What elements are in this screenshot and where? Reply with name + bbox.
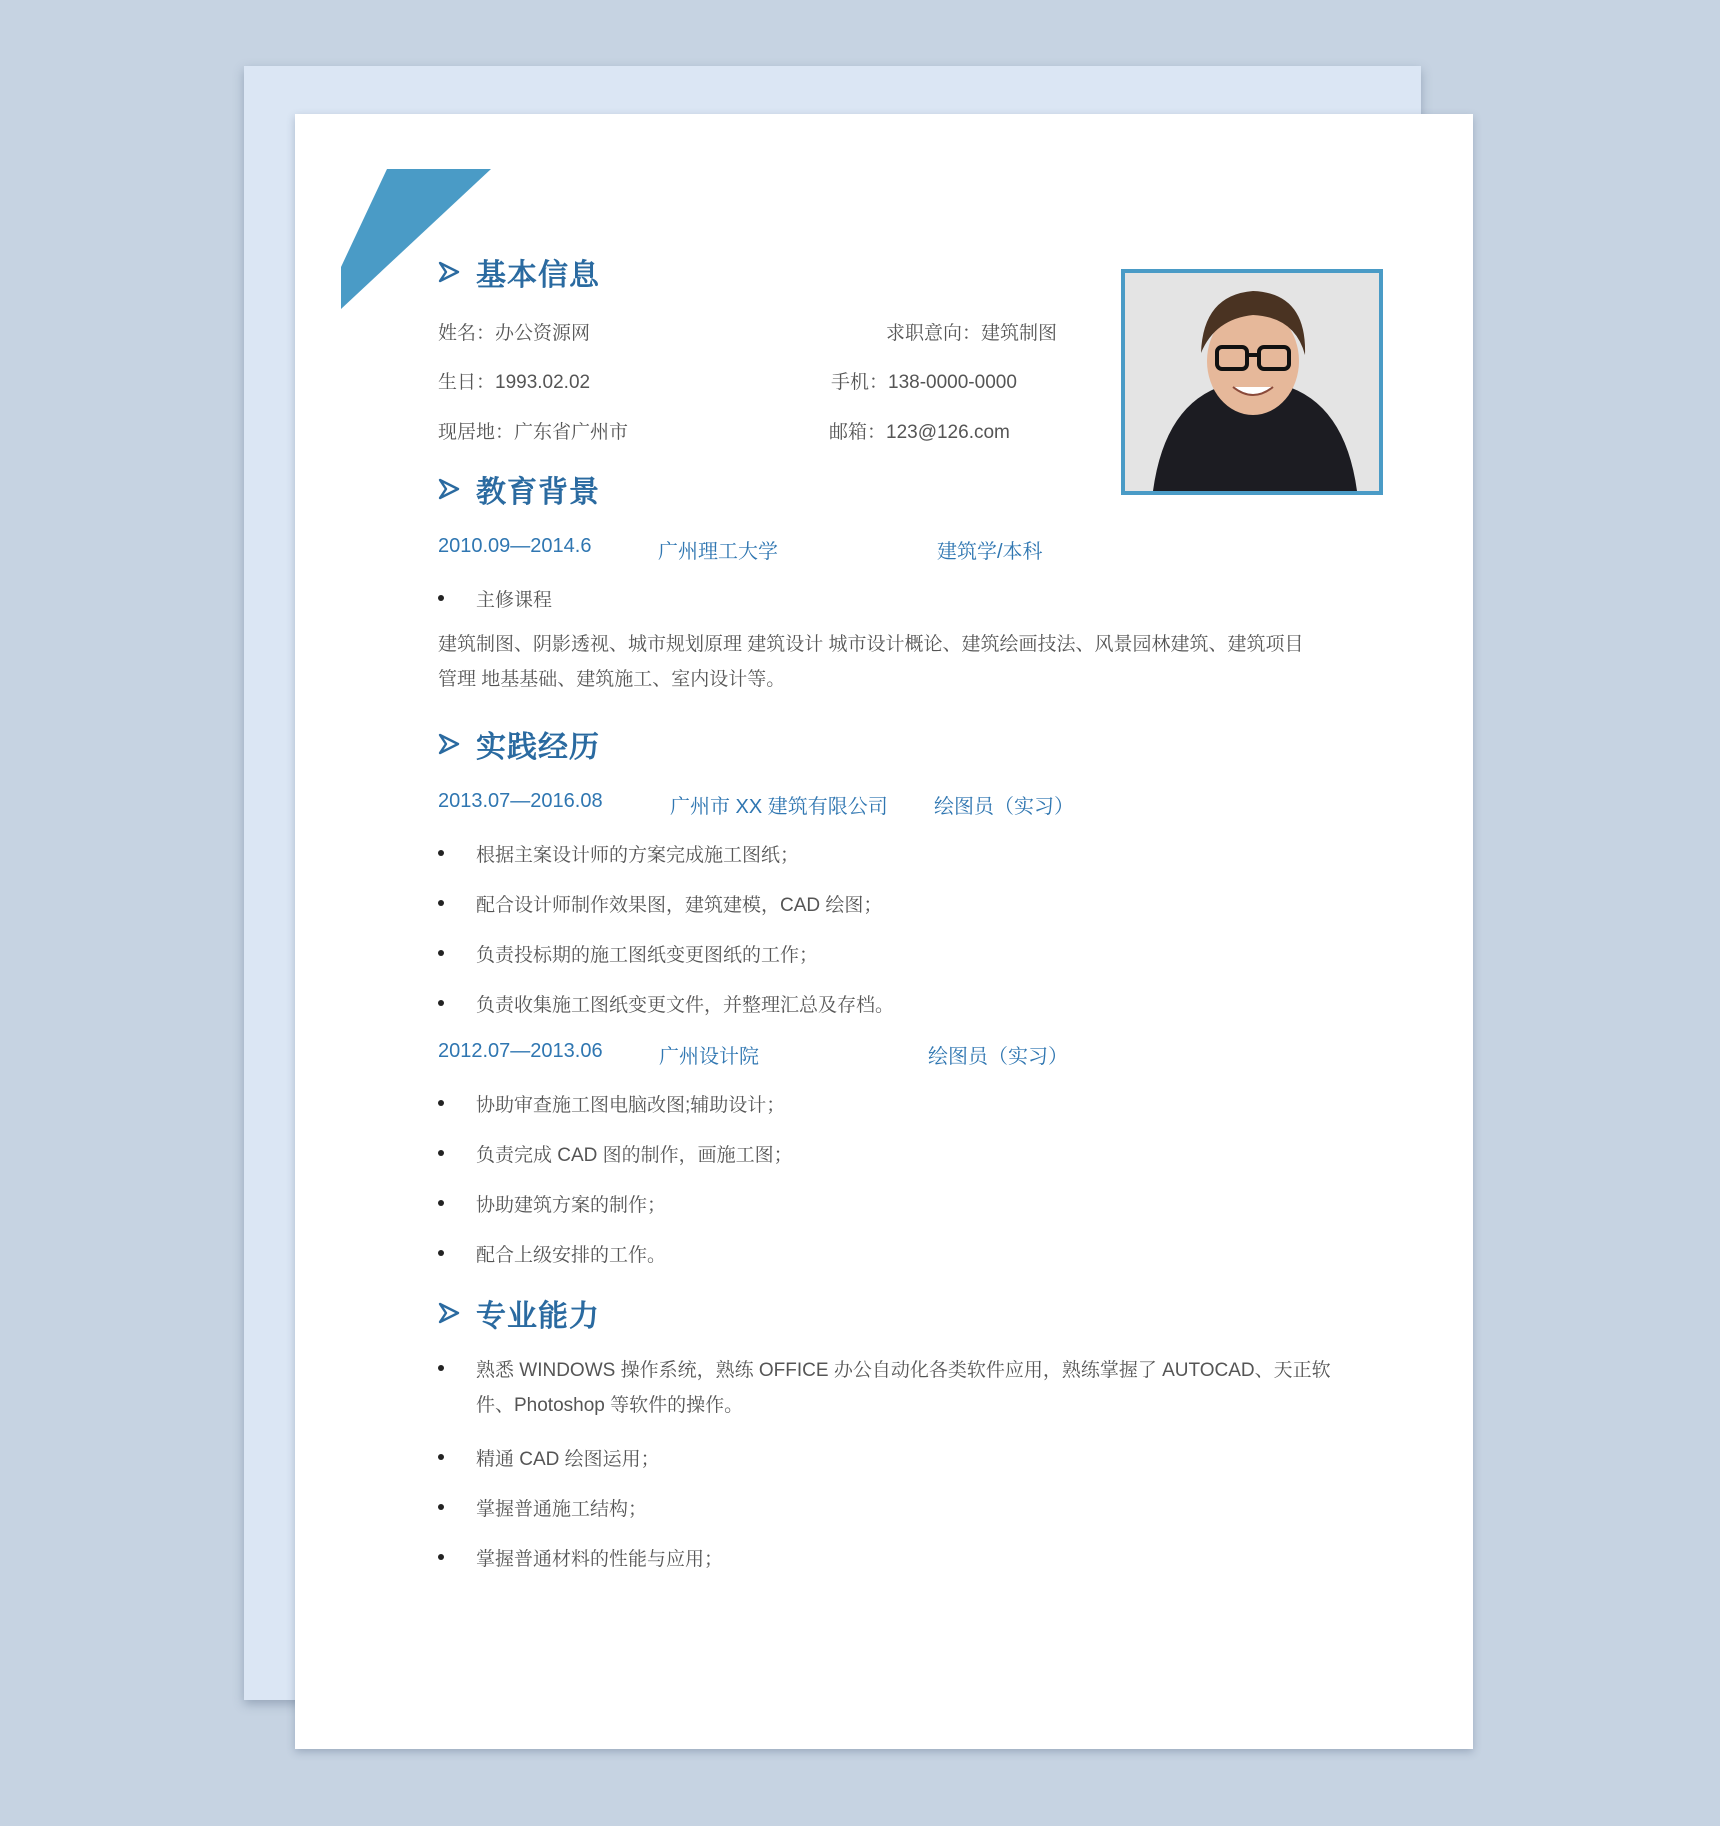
- bullet-icon: [438, 850, 444, 856]
- arrow-icon: [438, 1302, 460, 1324]
- section-title-practice: [438, 722, 600, 766]
- section-title-education: [438, 467, 600, 511]
- job-role: 绘图员（实习）: [928, 1046, 1068, 1068]
- birth-field: 生日：1993.02.02: [438, 372, 591, 393]
- bullet-icon: [438, 595, 444, 601]
- job-period: 2013.07—2016.08: [438, 790, 603, 812]
- bullet-icon: [438, 1150, 444, 1156]
- bullet-icon: [438, 1454, 444, 1460]
- job-company: 广州设计院: [659, 1046, 759, 1068]
- section-title-text: 基本信息: [476, 259, 600, 292]
- section-title-basic: [438, 250, 600, 294]
- courses-text: [438, 627, 1338, 697]
- bullet-icon: [438, 1200, 444, 1206]
- section-title-skills: [438, 1291, 600, 1335]
- job-role: 绘图员（实习）: [934, 796, 1074, 818]
- bullet-icon: [438, 1504, 444, 1510]
- section-title-text: 专业能力: [476, 1300, 600, 1333]
- section-title-text: 实践经历: [476, 731, 600, 764]
- bullet-icon: [438, 950, 444, 956]
- bullet-icon: [438, 1100, 444, 1106]
- bullet-icon: [438, 1250, 444, 1256]
- courses-line: 管理 地基基础、建筑施工、室内设计等。: [438, 669, 786, 690]
- phone-field: 手机：138-0000-0000: [831, 372, 1017, 393]
- email-field: 邮箱：123@126.com: [829, 422, 1010, 443]
- arrow-icon: [438, 261, 460, 283]
- arrow-icon: [438, 733, 460, 755]
- profile-photo: [1121, 269, 1383, 495]
- address-field: 现居地：广东省广州市: [438, 422, 629, 443]
- job-intent-field: 求职意向：建筑制图: [886, 323, 1058, 344]
- education-period: 2010.09—2014.6: [438, 535, 592, 557]
- section-title-text: 教育背景: [476, 476, 600, 509]
- resume-page: 基本信息 姓名：办公资源网 求职意向：建筑制图 生日：1993.02.02 手机：138-0000-0000 现居地：广东省广州市 邮箱：123@126.com 教育背景 2010.09—2014.6 广州理工大学 建筑学/本科 主修课程 建筑制图、阴影透视、城市规划原理 建筑设计 城市设计概论、建筑绘画技法、风景园林建筑、建筑项目 管理 地基基础、建筑施工、室内设计等。 实践经历 2013.07—2016.08 广州市 XX 建筑有限公司 绘图员（实习） 根据主案设计师的方案完成施工图纸； 配合设计师制作效果图，建筑建模，CAD 绘图； 负责投标期的施工图纸变更图纸的工作； 负责收集施工图纸变更文件，并整理汇总及存档。 2012.07—2013.06 广州设计院 绘图员（实习） 协助审查施工图电脑改图;辅助设计； 负责完成 CAD 图的制作，画施工图； 协助建筑方案的制作； 配合上级安排的工作。 专业能力 熟悉 WINDOWS 操作系统，熟练 OFFICE 办公自动化各类软件应用，熟练掌握了 AUTOCAD、天正软件、Photoshop 等软件的操作。 精通 CAD 绘图运用； 掌握普通施工结构； 掌握普通材料的性能与应用；: [295, 114, 1473, 1749]
- bullet-icon: [438, 1000, 444, 1006]
- job-period: 2012.07—2013.06: [438, 1040, 603, 1062]
- bullet-icon: [438, 1365, 444, 1371]
- bullet-icon: [438, 900, 444, 906]
- courses-line: 建筑制图、阴影透视、城市规划原理 建筑设计 城市设计概论、建筑绘画技法、风景园林建筑、建筑项目: [438, 634, 1304, 655]
- education-major: 建筑学/本科: [937, 541, 1043, 563]
- name-field: 姓名：办公资源网: [438, 323, 591, 344]
- avatar: [1125, 273, 1379, 491]
- job-company: 广州市 XX 建筑有限公司: [670, 796, 888, 818]
- education-school: 广州理工大学: [658, 541, 778, 563]
- bullet-icon: [438, 1554, 444, 1560]
- arrow-icon: [438, 478, 460, 500]
